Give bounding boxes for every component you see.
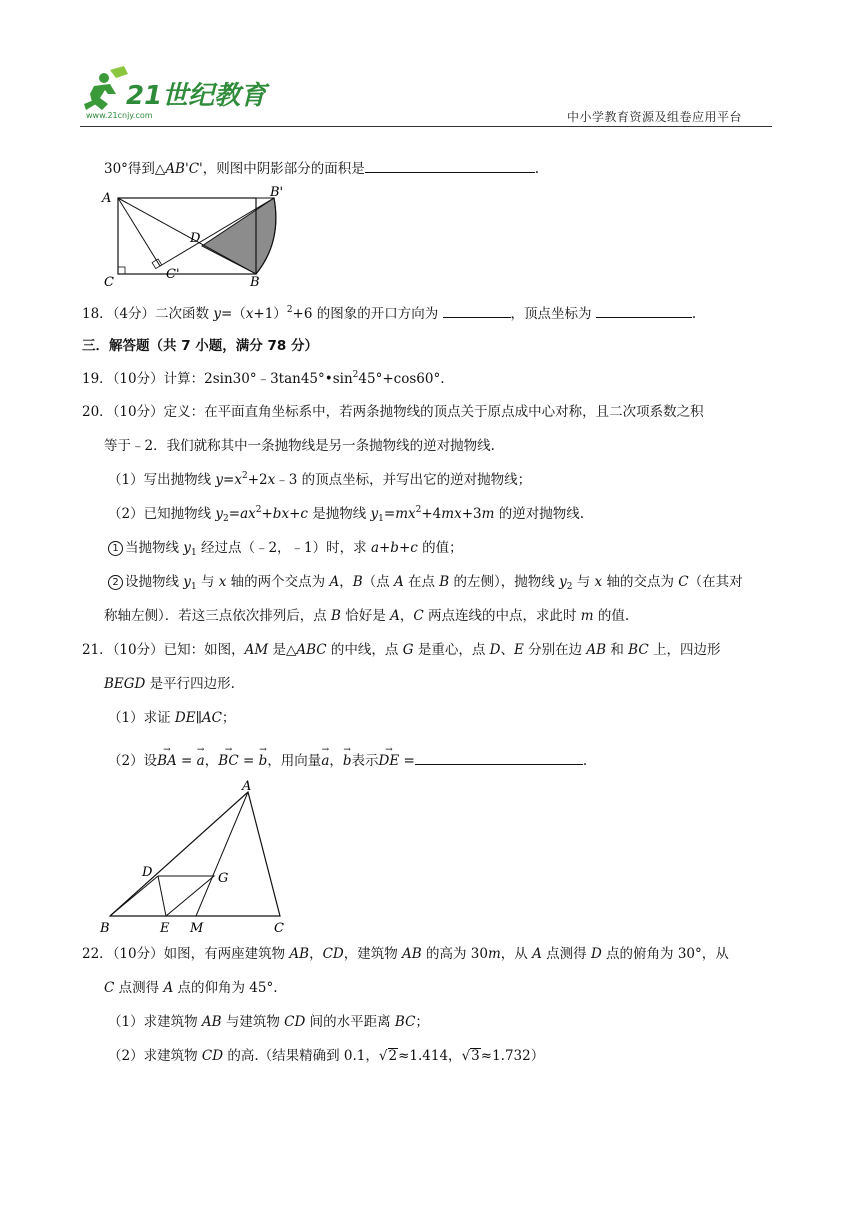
logo: [80, 64, 270, 120]
section-title: 三．解答题（共 7 小题，满分 78 分）: [82, 338, 318, 354]
question-19: 19．（10分）计算：$2\sin 30^\circ﹣3\tan 45^\circ•\sin^245^\circ+\cos 60^\circ$.: [82, 370, 445, 387]
label-a: A: [242, 779, 252, 794]
question-22-part1: （1）求建筑物 AB 与建筑物 CD 间的水平距离 BC；: [108, 1014, 429, 1030]
question-21-part2: （2）设→ BA = → a，→ BC = → b，用向量→ a，→ b表示→ DE = .: [108, 750, 587, 771]
question-22-line2: C 点测得 A 点的仰角为 45°.: [104, 980, 278, 996]
runner-logo-icon: [80, 64, 270, 120]
question-22: 22．（10分）如图，有两座建筑物 AB，CD，建筑物 AB 的高为 30m，从 A 点测得 D 点的俯角为 30°，从: [82, 946, 729, 962]
median-am: [196, 792, 248, 916]
answer-blank: [443, 303, 511, 318]
question-20-sub1: 1 当抛物线 $y_1$ 经过点（﹣2，﹣1）时，求 a+b+c 的值；: [108, 538, 463, 558]
label-b: B: [100, 921, 110, 936]
header-divider: [80, 126, 772, 127]
page-header: [80, 64, 772, 130]
question-21: 21．（10分）已知：如图，AM 是△ABC 的中线，点 G 是重心，点 D、E 分别在边 AB 和 BC 上，四边形: [82, 642, 721, 658]
question-22-part2: （2）求建筑物 CD 的高.（结果精确到 0.1，√2≈1.414，√3≈1.732）: [108, 1048, 545, 1064]
answer-blank: [596, 303, 692, 318]
label-b: B: [250, 275, 260, 290]
answer-blank: [415, 750, 583, 765]
logo-text: 21世纪教育: [126, 81, 267, 111]
label-a: A: [102, 191, 112, 206]
label-c: C: [104, 275, 114, 290]
question-20: 20．（10分）定义：在平面直角坐标系中，若两条抛物线的顶点关于原点成中心对称，且二次项系数之积: [82, 404, 704, 420]
label-b-prime: B': [270, 185, 284, 200]
question-20-part2: （2）已知抛物线 $y_2=ax^2+bx+c$ 是抛物线 $y_1=mx^2+4mx+3m$ 的逆对抛物线.: [108, 505, 585, 524]
question-20-line2: 等于﹣2．我们就称其中一条抛物线是另一条抛物线的逆对抛物线.: [104, 438, 495, 454]
label-c: C: [274, 921, 284, 936]
question-21-line2: BEGD 是平行四边形.: [104, 676, 235, 692]
label-d: D: [142, 865, 153, 880]
shaded-region: [202, 198, 276, 274]
question-18: 18．（4分）二次函数 $y=(x+1)^2+6$ 的图象的开口方向为 ，顶点坐标为 .: [82, 305, 697, 322]
question-20-sub2: 2 设抛物线 $y_1$ 与 x 轴的两个交点为 A，B（点 A 在点 B 的左侧），抛物线 $y_2$ 与 x 轴的交点为 C（在其对: [108, 572, 743, 592]
answer-blank: [365, 158, 535, 173]
platform-name: 中小学教育资源及组卷应用平台: [566, 110, 742, 124]
label-m: M: [190, 921, 204, 936]
label-d: D: [190, 231, 201, 246]
label-e: E: [160, 921, 170, 936]
q17-figure: [98, 182, 288, 290]
question-20-sub2-line2: 称轴左侧）．若这三点依次排列后，点 B 恰好是 A，C 两点连线的中点，求此时 m 的值.: [104, 608, 630, 624]
label-g: G: [218, 871, 229, 886]
label-c-prime: C': [166, 267, 180, 282]
q17-continuation: 30°得到△AB'C'，则图中阴影部分的面积是 .: [104, 158, 539, 179]
question-21-part1: （1）求证 DE∥AC；: [108, 710, 236, 726]
q21-figure: [98, 778, 298, 942]
question-20-part1: （1）写出抛物线 $y=x^2+2x﹣3$ 的顶点坐标，并写出它的逆对抛物线；: [108, 471, 532, 488]
triangle-abc: [110, 792, 280, 916]
logo-url: www.21cnjy.com: [86, 111, 153, 120]
